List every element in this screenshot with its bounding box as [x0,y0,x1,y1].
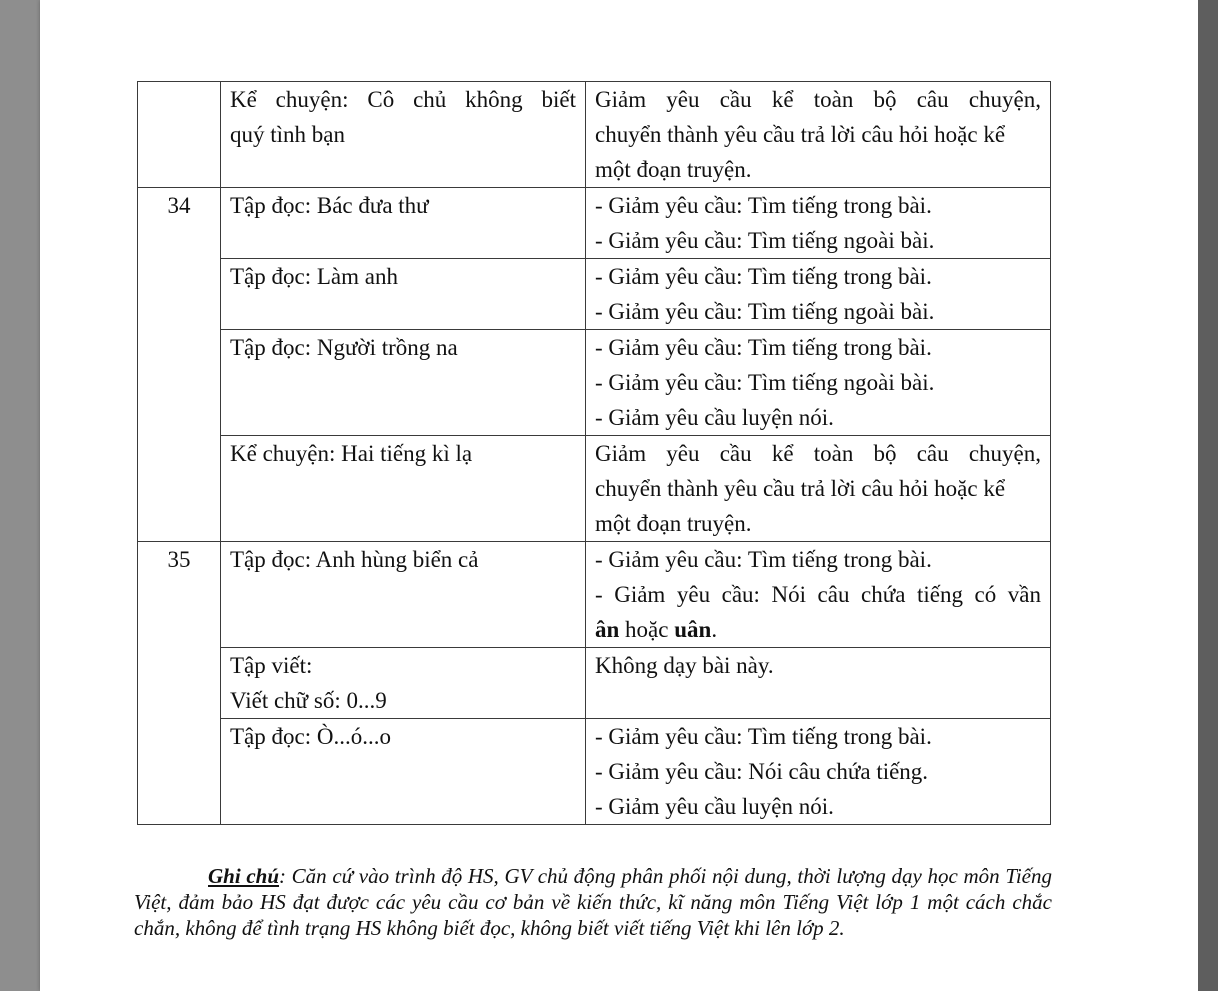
rhyme-uan: uân [674,617,712,642]
adjustment-line: - Giảm yêu cầu: Tìm tiếng ngoài bài. [595,228,935,253]
adjustment-line: Giảm yêu cầu kể toàn bộ câu chuyện, [595,441,1041,466]
adjustment-cell [586,259,1051,330]
adjustment-line: một đoạn truyện. [595,511,752,536]
table-row [138,719,1051,825]
table-row [138,259,1051,330]
adjustment-cell [586,542,1051,648]
adjustment-line: - Giảm yêu cầu luyện nói. [595,794,834,819]
rhyme-connector: hoặc [619,617,675,642]
rhyme-period: . [711,617,718,642]
adjustment-line: - Giảm yêu cầu: Tìm tiếng trong bài. [595,264,932,289]
adjustment-line [595,612,1041,647]
adjustment-cell [586,436,1051,542]
lesson-cell [221,259,586,330]
lesson-cell [221,648,586,719]
lesson-line: quý tình bạn [230,122,345,147]
adjustment-line: chuyển thành yêu cầu trả lời câu hỏi hoặc kể [595,476,1006,501]
adjustment-line: Không dạy bài này. [595,653,774,678]
adjustment-line: - Giảm yêu cầu luyện nói. [595,405,834,430]
table-row [138,82,1051,188]
week-cell: 34 [138,188,221,542]
week-cell: 35 [138,542,221,825]
adjustment-cell [586,188,1051,259]
table-row [138,542,1051,648]
adjustment-cell [586,330,1051,436]
note-text: : Căn cứ vào trình độ HS, GV chủ động phân phối nội dung, thời lượng dạy học môn Tiếng Việt, đảm bảo HS đạt được các yêu cầu cơ bản về kiến thức, kĩ năng môn Tiếng Việt lớp 1 một cách chắc chắn, không để tình trạng HS không biết đọc, không biết viết tiếng Việt khi lên lớp 2. [134,864,1053,940]
lesson-cell [221,188,586,259]
footnote [134,863,1052,941]
note-label: Ghi chú [208,864,280,888]
lesson-cell [221,330,586,436]
lesson-cell [221,542,586,648]
adjustment-line: - Giảm yêu cầu: Nói câu chứa tiếng có vần [595,582,1041,607]
lesson-cell [221,436,586,542]
adjustment-line: - Giảm yêu cầu: Tìm tiếng trong bài. [595,547,932,572]
adjustment-line: - Giảm yêu cầu: Tìm tiếng ngoài bài. [595,299,935,324]
lesson-cell [221,719,586,825]
lesson-line: Tập đọc: Làm anh [230,264,398,289]
adjustment-cell [586,648,1051,719]
adjustment-cell [586,719,1051,825]
adjustment-cell [586,82,1051,188]
table-row [138,330,1051,436]
adjustment-line: Giảm yêu cầu kể toàn bộ câu chuyện, [595,87,1041,112]
adjustment-line: - Giảm yêu cầu: Tìm tiếng trong bài. [595,724,932,749]
lesson-line: Tập viết: [230,653,313,678]
adjustment-line: - Giảm yêu cầu: Tìm tiếng trong bài. [595,335,932,360]
rhyme-an: ân [595,617,620,642]
lesson-cell [221,82,586,188]
lesson-line: Kể chuyện: Hai tiếng kì lạ [230,441,473,466]
week-cell [138,82,221,188]
table-row [138,188,1051,259]
adjustment-line: - Giảm yêu cầu: Nói câu chứa tiếng. [595,759,929,784]
lesson-line: Tập đọc: Ò...ó...o [230,724,391,749]
lesson-line: Tập đọc: Bác đưa thư [230,193,429,218]
viewer-edge [1198,0,1218,991]
lesson-line: Kể chuyện: Cô chủ không biết [230,87,576,112]
adjustment-table [137,81,1051,825]
adjustment-line: - Giảm yêu cầu: Tìm tiếng ngoài bài. [595,370,935,395]
lesson-line: Viết chữ số: 0...9 [230,688,387,713]
lesson-line: Tập đọc: Người trồng na [230,335,458,360]
table-row [138,436,1051,542]
adjustment-line: chuyển thành yêu cầu trả lời câu hỏi hoặc kể [595,122,1006,147]
table-row [138,648,1051,719]
lesson-line: Tập đọc: Anh hùng biển cả [230,547,479,572]
adjustment-line: - Giảm yêu cầu: Tìm tiếng trong bài. [595,193,932,218]
adjustment-line: một đoạn truyện. [595,157,752,182]
